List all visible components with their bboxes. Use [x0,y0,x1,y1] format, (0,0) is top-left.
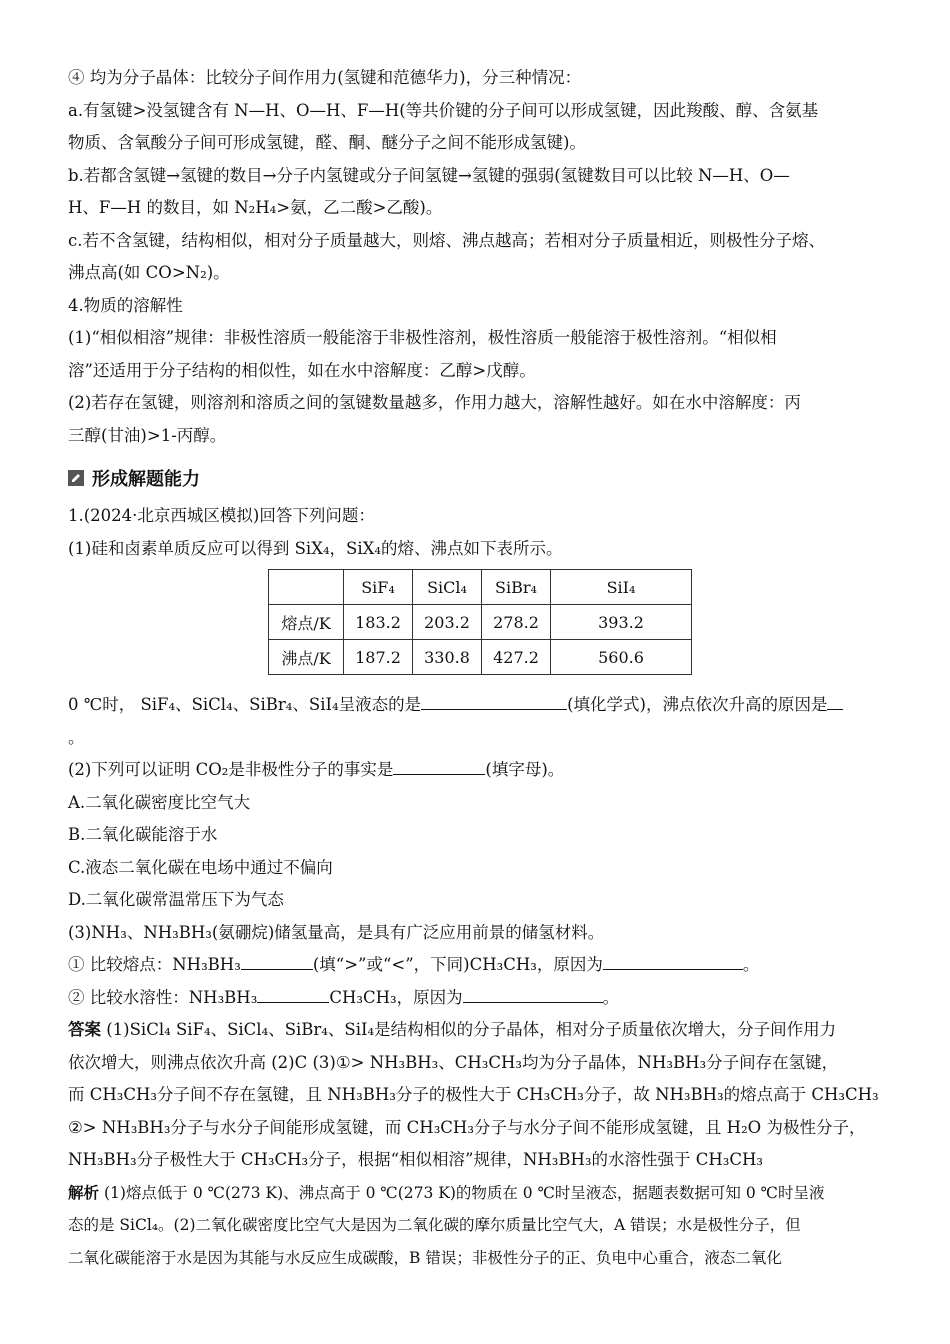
table-cell: 393.2 [551,605,692,640]
text-line: H、F—H 的数目，如 N₂H₄>氨，乙二酸>乙酸)。 [68,198,443,217]
text-line: 三醇(甘油)>1-丙醇。 [68,425,227,445]
question-part-1: (1)硅和卤素单质反应可以得到 SiX₄，SiX₄的熔、沸点如下表所示。 [68,538,563,558]
text-line: ④ 均为分子晶体：比较分子间作用力(氢键和范德华力)，分三种情况： [68,68,582,87]
text-line: b.若都含氢键→氢键的数目→分子内氢键或分子间氢键→氢键的强弱(氢键数目可以比较 N—H、O— [68,165,790,185]
text-line: 沸点高(如 CO>N₂)。 [68,263,230,282]
section-heading [68,456,894,500]
text-span: ② 比较水溶性：NH₃BH₃ [68,987,258,1007]
table-cell: 560.6 [551,640,692,675]
table-cell: SiCl₄ [413,570,482,605]
table-cell: 203.2 [413,605,482,640]
pencil-icon [68,470,84,486]
text-span: (填字母)。 [485,760,565,779]
table-cell: SiF₄ [344,570,413,605]
text-line: (1)“相似相溶”规律：非极性溶质一般能溶于非极性溶剂，极性溶质一般能溶于极性溶剂。“相似相 [68,328,777,347]
table-cell: 187.2 [344,640,413,675]
question-3-prompt: (3)NH₃、NH₃BH₃(氨硼烷)储氢量高，是具有广泛应用前景的储氢材料。 [68,922,605,942]
answer-line [68,1014,894,1047]
question-3-2 [68,982,894,1015]
text-span: 。 [602,987,620,1007]
table-cell: 沸点/K [269,640,344,675]
data-table [268,569,692,675]
table-cell: 278.2 [482,605,551,640]
answer-blank[interactable] [463,984,603,1003]
question-1-prompt [68,689,894,722]
question-2-prompt [68,754,894,787]
text-span: ① 比较熔点：NH₃BH₃ [68,955,241,974]
answer-blank[interactable] [603,951,743,970]
text-span: (填“>”或“<”，下同)CH₃CH₃，原因为 [312,955,603,974]
answer-blank[interactable] [421,691,567,710]
table-cell: SiBr₄ [482,570,551,605]
question-intro: 1.(2024·北京西城区模拟)回答下列问题： [68,506,375,525]
answer-label: 答案 [68,1020,101,1039]
text-line: 。 [68,727,85,747]
text-span: (1)SiCl₄ SiF₄、SiCl₄、SiBr₄、SiI₄是结构相似的分子晶体，相对分子质量依次增大，分子间作用力 [101,1020,837,1039]
option-b: B.二氧化碳能溶于水 [68,825,218,844]
table-cell: 熔点/K [269,605,344,640]
answer-blank[interactable] [827,691,843,710]
table-row [269,640,692,675]
table-cell: 330.8 [413,640,482,675]
option-a: A.二氧化碳密度比空气大 [68,792,251,812]
option-c: C.液态二氧化碳在电场中通过不偏向 [68,857,333,877]
table-header-row [269,570,692,605]
table-cell: 183.2 [344,605,413,640]
text-span: (填化学式)，沸点依次升高的原因是 [567,695,828,714]
text-line: 溶”还适用于分子结构的相似性，如在水中溶解度：乙醇>戊醇。 [68,360,536,380]
answer-blank[interactable] [241,951,313,970]
analysis-line [68,1177,894,1210]
text-span: (2)下列可以证明 CO₂是非极性分子的事实是 [68,760,394,779]
option-d: D.二氧化碳常温常压下为气态 [68,890,284,909]
answer-line: ②> NH₃BH₃分子与水分子间能形成氢键，而 CH₃CH₃分子与水分子间不能形成氢键，且 H₂O 为极性分子， [68,1117,866,1137]
table-cell: SiI₄ [551,570,692,605]
section-title: 形成解题能力 [92,469,200,490]
text-span: CH₃CH₃，原因为 [329,987,463,1007]
text-line: 物质、含氧酸分子间可形成氢键，醛、酮、醚分子之间不能形成氢键)。 [68,133,586,152]
text-span: 。 [742,955,760,974]
text-line: c.若不含氢键，结构相似，相对分子质量越大，则熔、沸点越高；若相对分子质量相近，则极性分子熔、 [68,230,825,250]
text-span: 0 ℃时， SiF₄、SiCl₄、SiBr₄、SiI₄呈液态的是 [68,695,422,714]
table-row [269,605,692,640]
table-cell [269,570,344,605]
question-3-1 [68,949,894,982]
analysis-label: 解析 [68,1183,100,1202]
text-line: (2)若存在氢键，则溶剂和溶质之间的氢键数量越多，作用力越大，溶解性越好。如在水中溶解度：丙 [68,393,801,412]
answer-line: 依次增大，则沸点依次升高 (2)C (3)①> NH₃BH₃、CH₃CH₃均为分子晶体，NH₃BH₃分子间存在氢键， [68,1052,839,1072]
analysis-line: 态的是 SiCl₄。(2)二氧化碳密度比空气大是因为二氧化碳的摩尔质量比空气大，A 错误；水是极性分子，但 [68,1216,801,1234]
answer-line: NH₃BH₃分子极性大于 CH₃CH₃分子，根据“相似相溶”规律，NH₃BH₃的水溶性强于 CH₃CH₃ [68,1150,764,1169]
analysis-line: 二氧化碳能溶于水是因为其能与水反应生成碳酸，B 错误；非极性分子的正、负电中心重合，液态二氧化 [68,1248,782,1267]
text-line: 4.物质的溶解性 [68,295,183,315]
answer-blank[interactable] [257,984,329,1003]
text-span: (1)熔点低于 0 ℃(273 K)、沸点高于 0 ℃(273 K)的物质在 0 ℃时呈液态，据题表数据可知 0 ℃时呈液 [99,1183,825,1202]
table-cell: 427.2 [482,640,551,675]
document-content [68,62,894,1274]
answer-blank[interactable] [393,756,485,775]
text-line: a.有氢键>没氢键含有 N—H、O—H、F—H(等共价键的分子间可以形成氢键，因此羧酸、醇、含氨基 [68,100,819,120]
answer-line: 而 CH₃CH₃分子间不存在氢键，且 NH₃BH₃分子的极性大于 CH₃CH₃分子，故 NH₃BH₃的熔点高于 CH₃CH₃ [68,1085,879,1104]
